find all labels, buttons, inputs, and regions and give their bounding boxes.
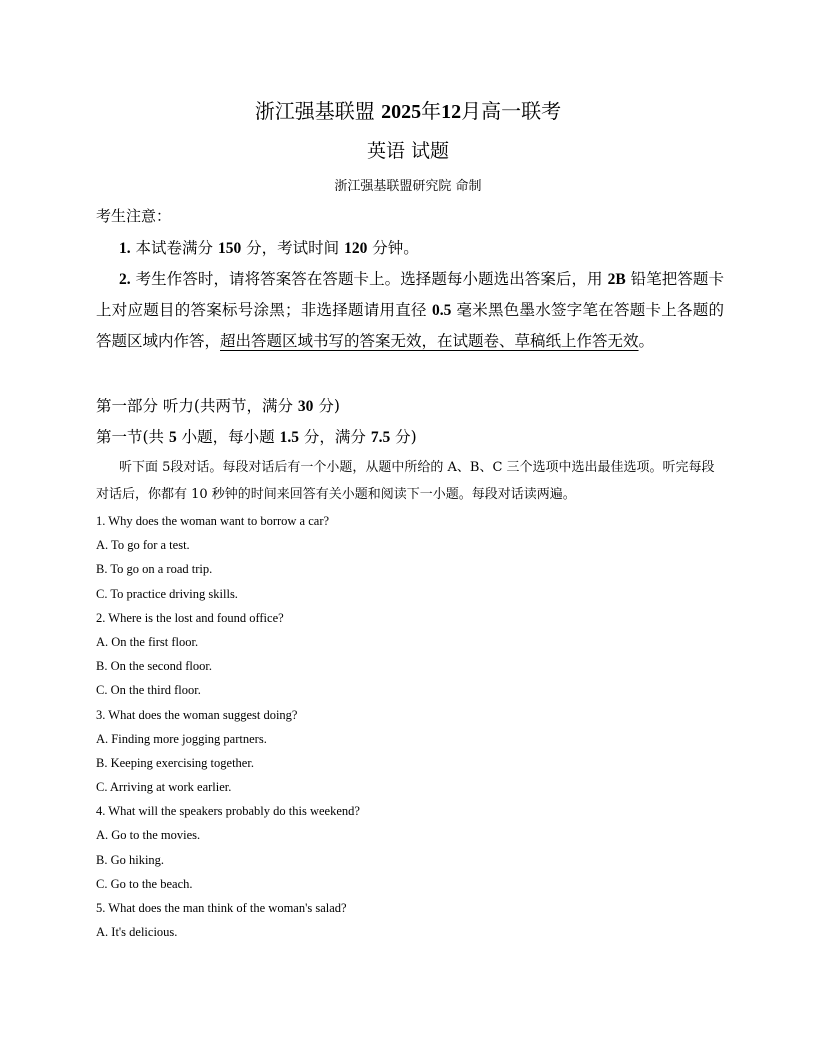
exam-subject: 英语 试题 <box>366 140 450 162</box>
option-line: B. Go hiking. <box>96 852 165 867</box>
question-list <box>96 509 724 944</box>
question-line: 3. What does the woman suggest doing? <box>96 707 298 722</box>
exam-title: 浙江强基联盟 2025年12月高一联考 <box>254 99 562 123</box>
part-one-heading: 第一部分 听力(共两节，满分 30 分) <box>96 397 340 415</box>
option-line: B. Keeping exercising together. <box>96 755 254 770</box>
notice-item-2: 2. 考生作答时，请将答案答在答题卡上。选择题每小题选出答案后，用 2B 铅笔把答题卡上对应题目的答案标号涂黑；非选择题请用直径 0.5 毫米黑色墨水签字笔在答题卡上各题的答题区域内作答，超出答题区域书写的答案无效，在试题卷、草稿纸上作答无效。 <box>96 270 724 350</box>
section-one-heading: 第一节(共 5 小题，每小题 1.5 分，满分 7.5 分) <box>96 428 417 446</box>
option-line: A. To go for a test. <box>96 538 190 553</box>
option-line: A. On the first floor. <box>96 634 199 649</box>
option-line: B. To go on a road trip. <box>96 562 213 577</box>
option-line: C. Go to the beach. <box>96 876 193 891</box>
option-line: B. On the second floor. <box>96 659 212 674</box>
notice-heading: 考生注意： <box>96 207 172 225</box>
question-line: 4. What will the speakers probably do this weekend? <box>96 804 360 819</box>
listening-instructions: 听下面 5段对话。每段对话后有一个小题，从题中所给的 A、B、C 三个选项中选出最佳选项。听完每段对话后，你都有 10 秒钟的时间来回答有关小题和阅读下一小题。每段对话读两遍。 <box>96 460 715 502</box>
underlined-warning: 超出答题区域书写的答案无效，在试题卷、草稿纸上作答无效 <box>220 332 639 350</box>
option-line: C. To practice driving skills. <box>96 586 238 601</box>
option-line: A. Finding more jogging partners. <box>96 731 267 746</box>
exam-author: 浙江强基联盟研究院 命制 <box>334 179 482 194</box>
option-line: C. Arriving at work earlier. <box>96 780 232 795</box>
option-line: C. On the third floor. <box>96 683 201 698</box>
question-line: 1. Why does the woman want to borrow a car? <box>96 514 330 528</box>
option-line: A. It's delicious. <box>96 925 178 940</box>
option-line: A. Go to the movies. <box>96 828 201 843</box>
question-line: 2. Where is the lost and found office? <box>96 610 284 625</box>
question-line: 5. What does the man think of the woman's salad? <box>96 901 347 915</box>
notice-item-1: 1. 本试卷满分 150 分，考试时间 120 分钟。 <box>119 239 419 257</box>
